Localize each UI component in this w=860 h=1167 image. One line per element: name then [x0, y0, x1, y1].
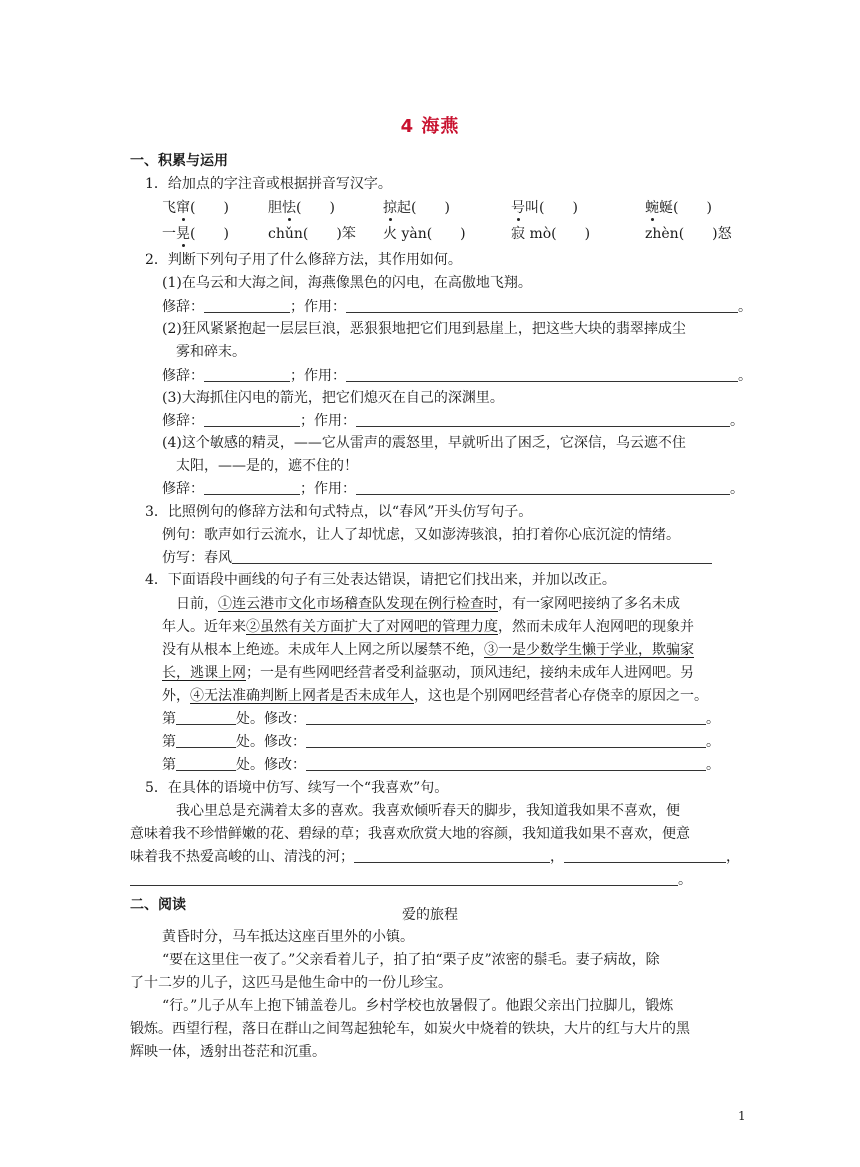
- q5-stem: 5．在具体的语境中仿写、续写一个“我喜欢”句。: [145, 780, 449, 796]
- q2-answer-line: 修辞： ；作用： 。: [162, 413, 744, 429]
- q1-item: 号叫( ): [511, 200, 578, 216]
- q2-sentence-2-cont: 雾和碎末。: [176, 344, 246, 360]
- page-number: 1: [738, 1109, 746, 1123]
- q2-sentence-4: (4)这个敏感的精灵，——它从雷声的震怒里，早就听出了困乏，它深信，乌云遮不住: [162, 435, 686, 451]
- q1-item: 胆怯( ): [268, 200, 335, 216]
- article-paragraph: “要在这里住一夜了。”父亲看着儿子，拍了拍“栗子皮”浓密的鬃毛。妻子病故，除: [162, 952, 660, 968]
- q1-item: 火 yàn( ): [383, 226, 466, 242]
- q4-passage-line: 外，④无法准确判断上网者是否未成年人，这也是个别网吧经营者心存侥幸的原因之一。: [162, 688, 708, 704]
- q2-answer-line: 修辞： ；作用： 。: [162, 299, 752, 315]
- section-heading-1: 一、积累与运用: [130, 153, 228, 169]
- q4-stem: 4．下面语段中画线的句子有三处表达错误，请把它们找出来，并加以改正。: [145, 572, 616, 588]
- q1-item: 一晃( ): [162, 226, 229, 242]
- q5-passage-line: 味着我不热爱高峻的山、清浅的河； ， ，: [130, 849, 740, 865]
- q2-sentence-3: (3)大海抓住闪电的箭光，把它们熄灭在自己的深渊里。: [162, 390, 504, 406]
- q2-sentence-4-cont: 太阳，——是的，遮不住的！: [176, 458, 358, 474]
- q1-item: 蜿蜒( ): [645, 200, 712, 216]
- q2-answer-line: 修辞： ；作用： 。: [162, 481, 744, 497]
- q4-fix-line: 第 处。修改： 。: [162, 757, 720, 773]
- q4-fix-line: 第 处。修改： 。: [162, 734, 720, 750]
- article-title: 爱的旅程: [402, 907, 458, 923]
- article-paragraph-cont: 了十二岁的儿子，这匹马是他生命中的一份儿珍宝。: [130, 975, 452, 991]
- page-title: 4 海燕: [400, 116, 460, 137]
- q4-fix-line: 第 处。修改： 。: [162, 711, 720, 727]
- q1-item: 寂 mò( ): [511, 226, 591, 242]
- q4-passage-line: 没有从根本上绝迹。未成年人上网之所以屡禁不绝，③一是少数学生懒于学业，欺骗家: [162, 642, 694, 658]
- article-paragraph: “行。”儿子从车上抱下铺盖卷儿。乡村学校也放暑假了。他跟父亲出门拉脚儿，锻炼: [162, 998, 674, 1014]
- q5-passage-line: 意味着我不珍惜鲜嫩的花、碧绿的草；我喜欢欣赏大地的容颜，我知道我如果不喜欢，便意: [130, 826, 690, 842]
- article-paragraph-cont: 辉映一体，透射出苍茫和沉重。: [130, 1044, 326, 1060]
- article-paragraph: 黄昏时分，马车抵达这座百里外的小镇。: [162, 929, 414, 945]
- q1-item: 掠起( ): [383, 200, 450, 216]
- q1-item: chǔn( )笨: [268, 226, 356, 242]
- q5-passage-line: 我心里总是充满着太多的喜欢。我喜欢倾听春天的脚步，我知道我如果不喜欢，便: [176, 803, 680, 819]
- q1-item: zhèn( )怒: [645, 226, 732, 242]
- q4-passage-line: 日前，①连云港市文化市场稽查队发现在例行检查时，有一家网吧接纳了多名未成: [176, 596, 680, 612]
- q2-stem: 2．判断下列句子用了什么修辞方法，其作用如何。: [145, 252, 462, 268]
- q1-item: 飞窜( ): [162, 200, 229, 216]
- q4-passage-line: 年人。近年来②虽然有关方面扩大了对网吧的管理力度，然而未成年人泡网吧的现象并: [162, 619, 694, 635]
- q3-imitate-line: 仿写：春风: [162, 549, 712, 569]
- q2-answer-line: 修辞： ；作用： 。: [162, 368, 752, 384]
- q3-example: 例句：歌声如行云流水，让人了却忧虑，又如澎涛骇浪，拍打着你心底沉淀的情绪。: [162, 527, 680, 543]
- article-paragraph-cont: 锻炼。西望行程，落日在群山之间驾起独轮车，如炭火中烧着的铁块，大片的红与大片的黑: [130, 1021, 690, 1037]
- q4-passage-line: 长，逃课上网；一是有些网吧经营者受利益驱动，顶风违纪，接纳未成年人进网吧。另: [162, 665, 694, 681]
- q2-sentence-2: (2)狂风紧紧抱起一层层巨浪，恶狠狠地把它们甩到悬崖上，把这些大块的翡翠摔成尘: [162, 321, 686, 337]
- q2-sentence-1: (1)在乌云和大海之间，海燕像黑色的闪电，在高傲地飞翔。: [162, 275, 532, 291]
- section-heading-2: 二、阅读: [130, 897, 186, 913]
- q5-continuation-line: 。: [130, 871, 692, 891]
- q3-stem: 3．比照例句的修辞方法和句式特点，以“春风”开头仿写句子。: [145, 504, 533, 520]
- q1-stem: 1．给加点的字注音或根据拼音写汉字。: [145, 176, 392, 192]
